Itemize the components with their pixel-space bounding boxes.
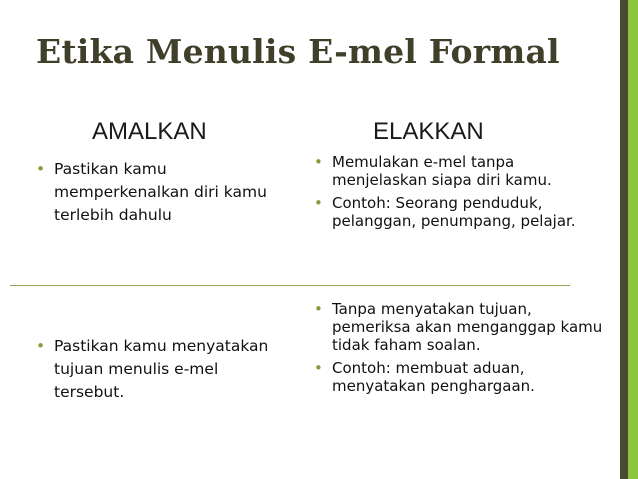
list-item (312, 300, 612, 354)
elakkan-list-row-1 (312, 153, 612, 235)
bullet-text: Tanpa menyatakan tujuan, pemeriksa akan menganggap kamu tidak faham soalan. (332, 300, 603, 354)
accent-stripe-green (628, 0, 638, 479)
column-heading-elakkan: ELAKKAN (373, 118, 484, 145)
list-item (312, 194, 612, 230)
bullet-icon: • (314, 359, 323, 377)
bullet-icon: • (36, 337, 46, 355)
bullet-text: Contoh: Seorang penduduk, pelanggan, penumpang, pelajar. (332, 194, 576, 230)
bullet-text: Pastikan kamu menyatakan tujuan menulis e-mel tersebut. (54, 337, 269, 401)
amalkan-list-row-2 (34, 335, 284, 404)
bullet-icon: • (314, 300, 323, 318)
bullet-text: Contoh: membuat aduan, menyatakan penghargaan. (332, 359, 535, 395)
list-item (312, 359, 612, 395)
list-item (34, 335, 284, 404)
list-item (312, 153, 612, 189)
bullet-icon: • (36, 160, 46, 178)
bullet-text: Pastikan kamu memperkenalkan diri kamu terlebih dahulu (54, 160, 267, 224)
elakkan-list-row-2 (312, 300, 612, 400)
list-item (34, 158, 284, 227)
bullet-text: Memulakan e-mel tanpa menjelaskan siapa diri kamu. (332, 153, 552, 189)
slide-title: Etika Menulis E-mel Formal (36, 32, 560, 71)
bullet-icon: • (314, 194, 323, 212)
column-heading-amalkan: AMALKAN (92, 118, 207, 145)
amalkan-list-row-1 (34, 158, 284, 227)
bullet-icon: • (314, 153, 323, 171)
row-divider (10, 285, 570, 286)
accent-stripe-dark (620, 0, 628, 479)
